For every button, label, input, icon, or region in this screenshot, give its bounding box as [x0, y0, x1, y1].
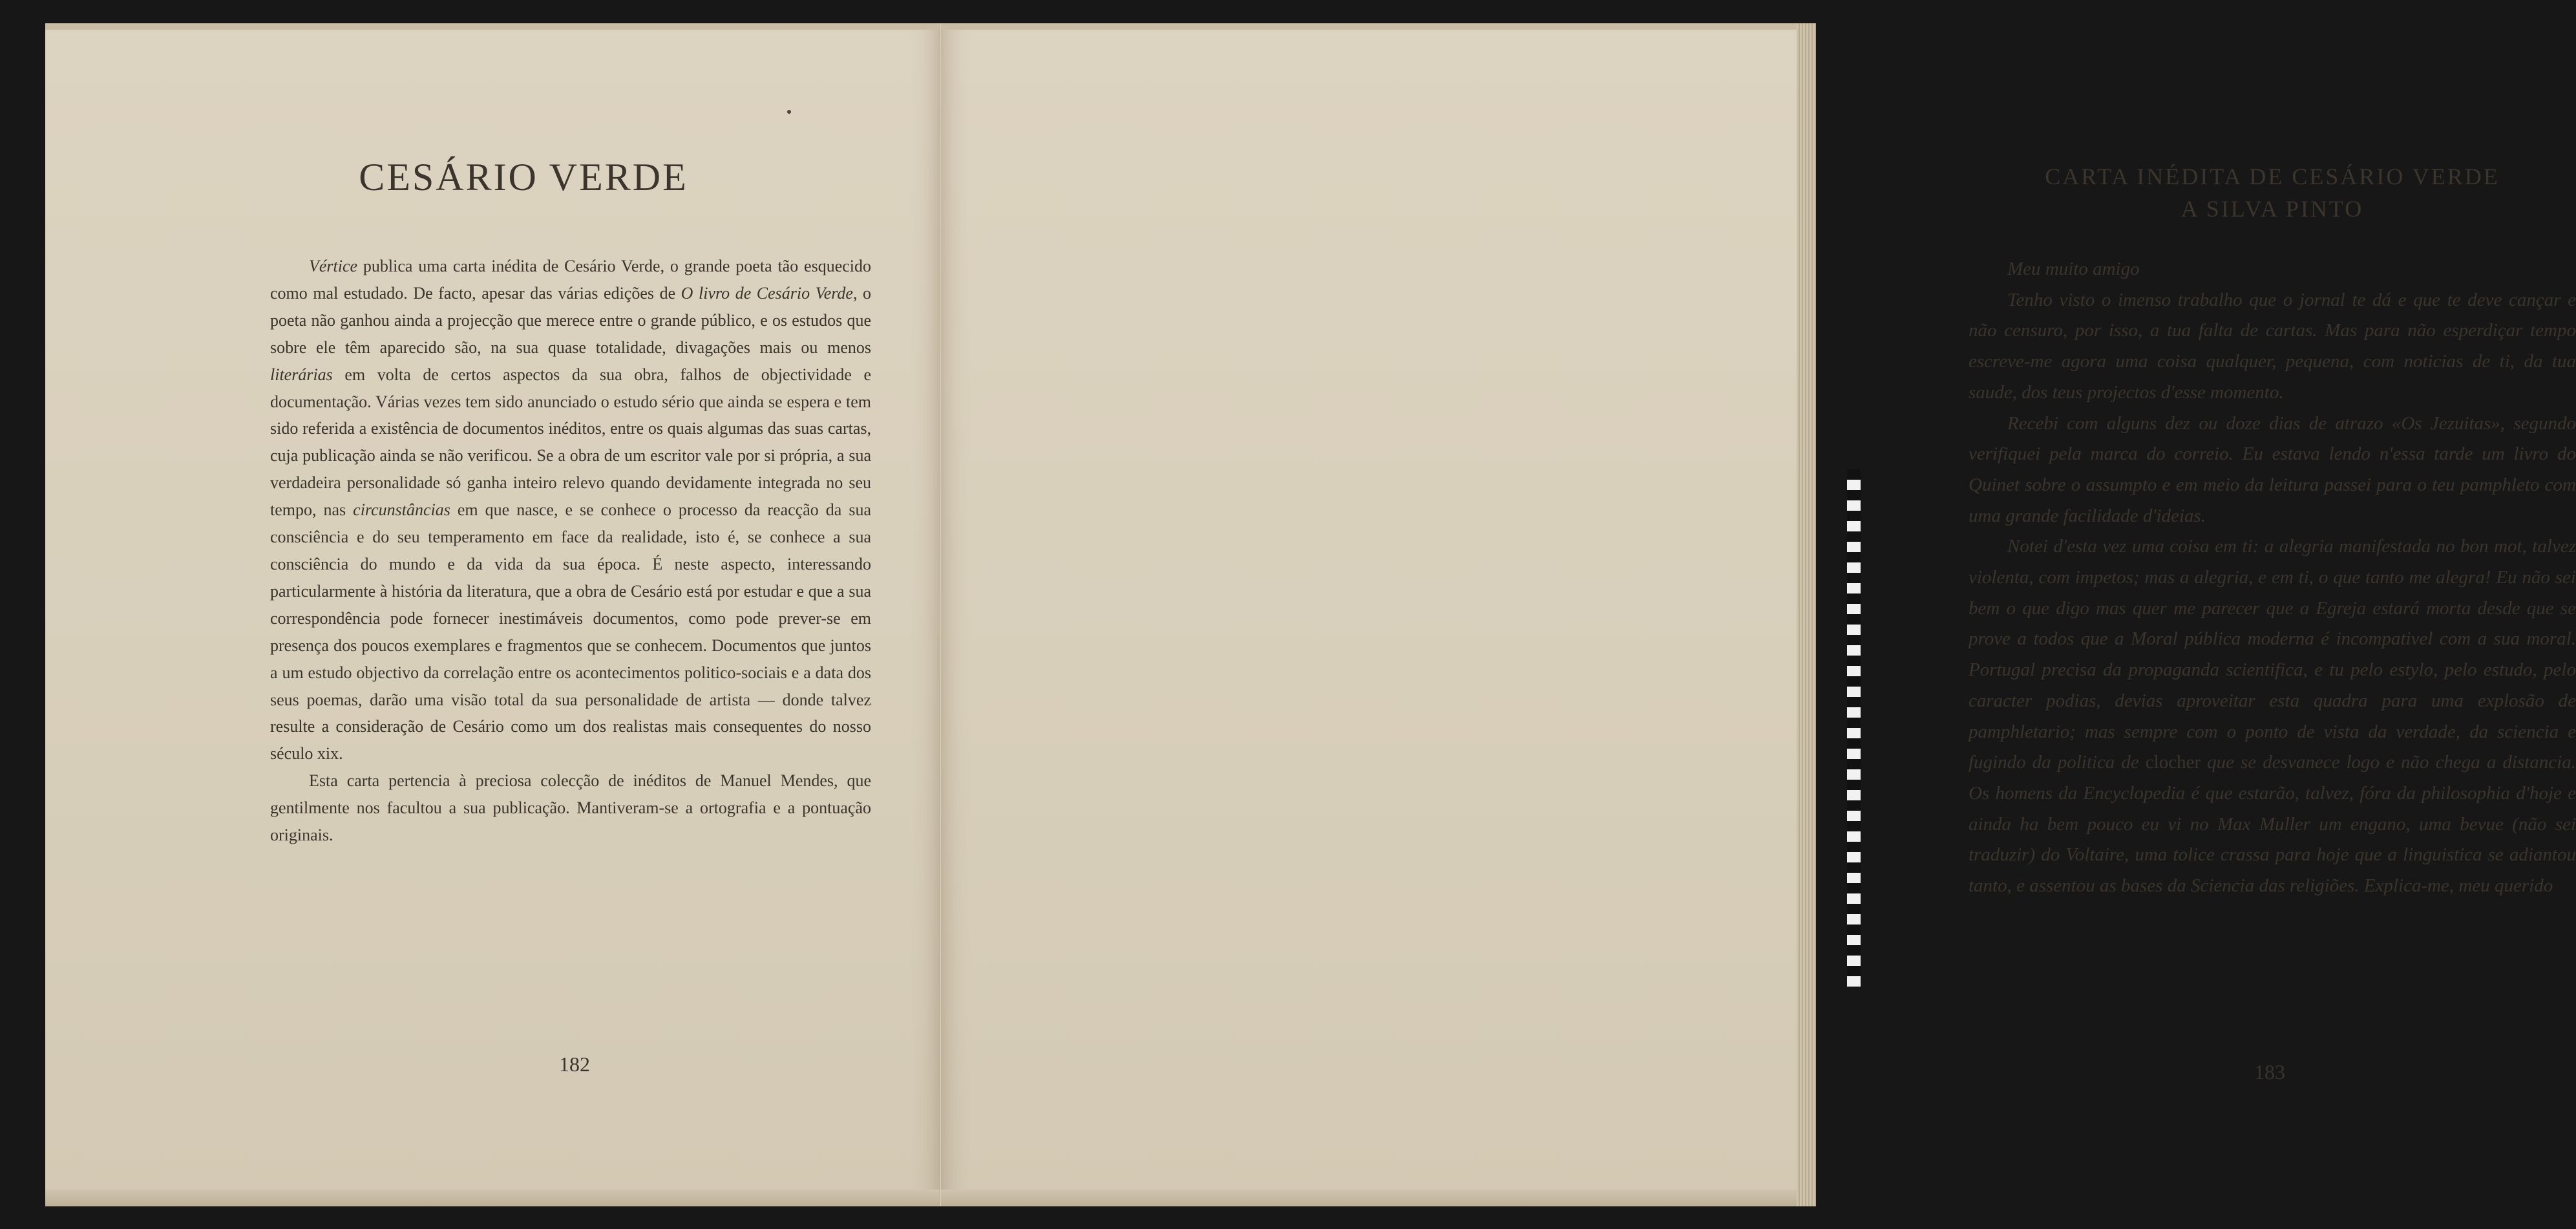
vertice-italic: Vértice	[309, 257, 358, 275]
page-edge-bottom	[45, 1190, 940, 1206]
article-title: CESÁRIO VERDE	[359, 156, 688, 198]
letter-paragraph-3-part-a: Notei d'esta vez uma coisa em ti: a alegria manifestada no bon mot, talvez violenta, com impetos; mas a alegria, e em ti, o que tanto me alegra! Eu não sei bem o que digo mas quer me parecer que a Egreja estará morta desde que se prove a todos que a Moral pública moderna é incompativel com a sua moral. Portugal precisa da propaganda scientifica, e tu pelo estylo, pelo estudo, pelo caracter podias, devias aproveitar esta quadra para uma explosão de pamphletario; mas sempre com o ponto de vista da verdade, da sciencia e fugindo da politica de	[1969, 536, 2576, 773]
letter-title-line1: CARTA INÉDITA DE CESÁRIO VERDE	[2045, 164, 2500, 189]
open-book	[45, 23, 2576, 1206]
circunstancias-italic: circunstâncias	[353, 500, 450, 520]
page-stack-edge	[1797, 23, 1816, 1206]
clocher-word: clocher	[2145, 752, 2201, 773]
left-page	[45, 23, 940, 1206]
letter-text	[1969, 254, 2576, 902]
page-edge-top	[45, 23, 940, 30]
letter-paragraph-3-part-b: que se desvanece logo e não chega a distancia. Os homens da Encyclopedia é que estarão, talvez, fóra da philosophia d'hoje e ainda ha bem pouco eu vi no Max Muller um engano, uma bevue (não sei traduzir) do Voltaire, uma tolice crassa para hoje que a linguistica se adiantou tanto, e assentou as bases da Sciencia das religiões. Explica-me, meu querido	[1969, 752, 2576, 897]
letter-paragraph-1: Tenho visto o imenso trabalho que o jornal te dá e que te deve cançar e não censuro, por isso, a tua falta de cartas. Mas para não esperdiçar tempo escreve-me agora uma coisa qualquer, pequena, com noticias de ti, da tua saude, dos teus projectos d'esse momento.	[1969, 289, 2576, 403]
letter-paragraph-3	[1969, 531, 2576, 901]
scale-ruler	[1847, 469, 1861, 987]
ink-speck	[787, 110, 791, 114]
article-intro-text	[270, 253, 871, 849]
letter-title	[2014, 160, 2531, 225]
intro-part4: em que nasce, e se conhece o processo da reacção da sua consciência e do seu temperamento em face da realidade, isto é, se conhece a sua consciência do mundo e da vida da sua época. É neste aspecto, interessando particularmente à história da literatura, que a obra de Cesário está por estudar e que a sua correspondência pode fornecer inestimáveis documentos, como pode prever-se em presença dos poucos exemplares e fragmentos que se conhecem. Documentos que juntos a um estudo objectivo da correlação entre os acontecimentos politico-sociais e a data dos seus poemas, darão uma visão total da sua personalidade de artista — donde talvez resulte a consideração de Cesário como um dos realistas mais consequentes do nosso século xix.	[270, 500, 871, 764]
page-number-right: 183	[2254, 1060, 2285, 1084]
page-edge-bottom	[941, 1190, 1816, 1206]
letter-paragraph-2: Recebi com alguns dez ou doze dias de atrazo «Os Jezuitas», segundo verifiquei pela marca do correio. Eu estava lendo n'essa tarde um livro do Quinet sobre o assumpto e em meio da leitura passei para o teu pamphleto com uma grande facilidade d'ideias.	[1969, 412, 2576, 526]
page-edge-top	[941, 23, 1816, 30]
right-page	[941, 23, 2576, 1206]
intro-part3: em volta de certos aspectos da sua obra, falhos de objectividade e documentação. Várias vezes tem sido anunciado o estudo sério que ainda se espera e tem sido referida a existência de documentos inéditos, entre os quais algumas das suas cartas, cuja publicação ainda se não verificou. Se a obra de um escritor vale por si própria, a sua verdadeira personalidade só ganha inteiro relevo quando devidamente integrada no seu tempo, nas	[270, 365, 871, 520]
letter-title-line2: A SILVA PINTO	[2180, 196, 2364, 222]
page-number-left: 182	[559, 1053, 590, 1076]
literarias-italic: literárias	[270, 365, 333, 384]
intro-paragraph	[270, 253, 871, 767]
source-paragraph: Esta carta pertencia à preciosa colecção de inéditos de Manuel Mendes, que gentilmente nos facultou a sua publicação. Mantiveram-se a ortografia e a pontuação originais.	[270, 771, 871, 845]
letter-salutation: Meu muito amigo	[2007, 259, 2140, 279]
book-title-italic: O livro de Cesário Verde	[681, 283, 853, 303]
intro-part1: publica uma carta inédita de Cesário Verde, o grande poeta tão esquecido como mal estudado. De facto, apesar das várias edições de	[270, 257, 871, 303]
intro-part2: , o poeta não ganhou ainda a projecção que merece entre o grande público, e os estudos que sobre ele têm aparecido são, na sua quase totalidade, divagações mais ou menos	[270, 283, 871, 357]
